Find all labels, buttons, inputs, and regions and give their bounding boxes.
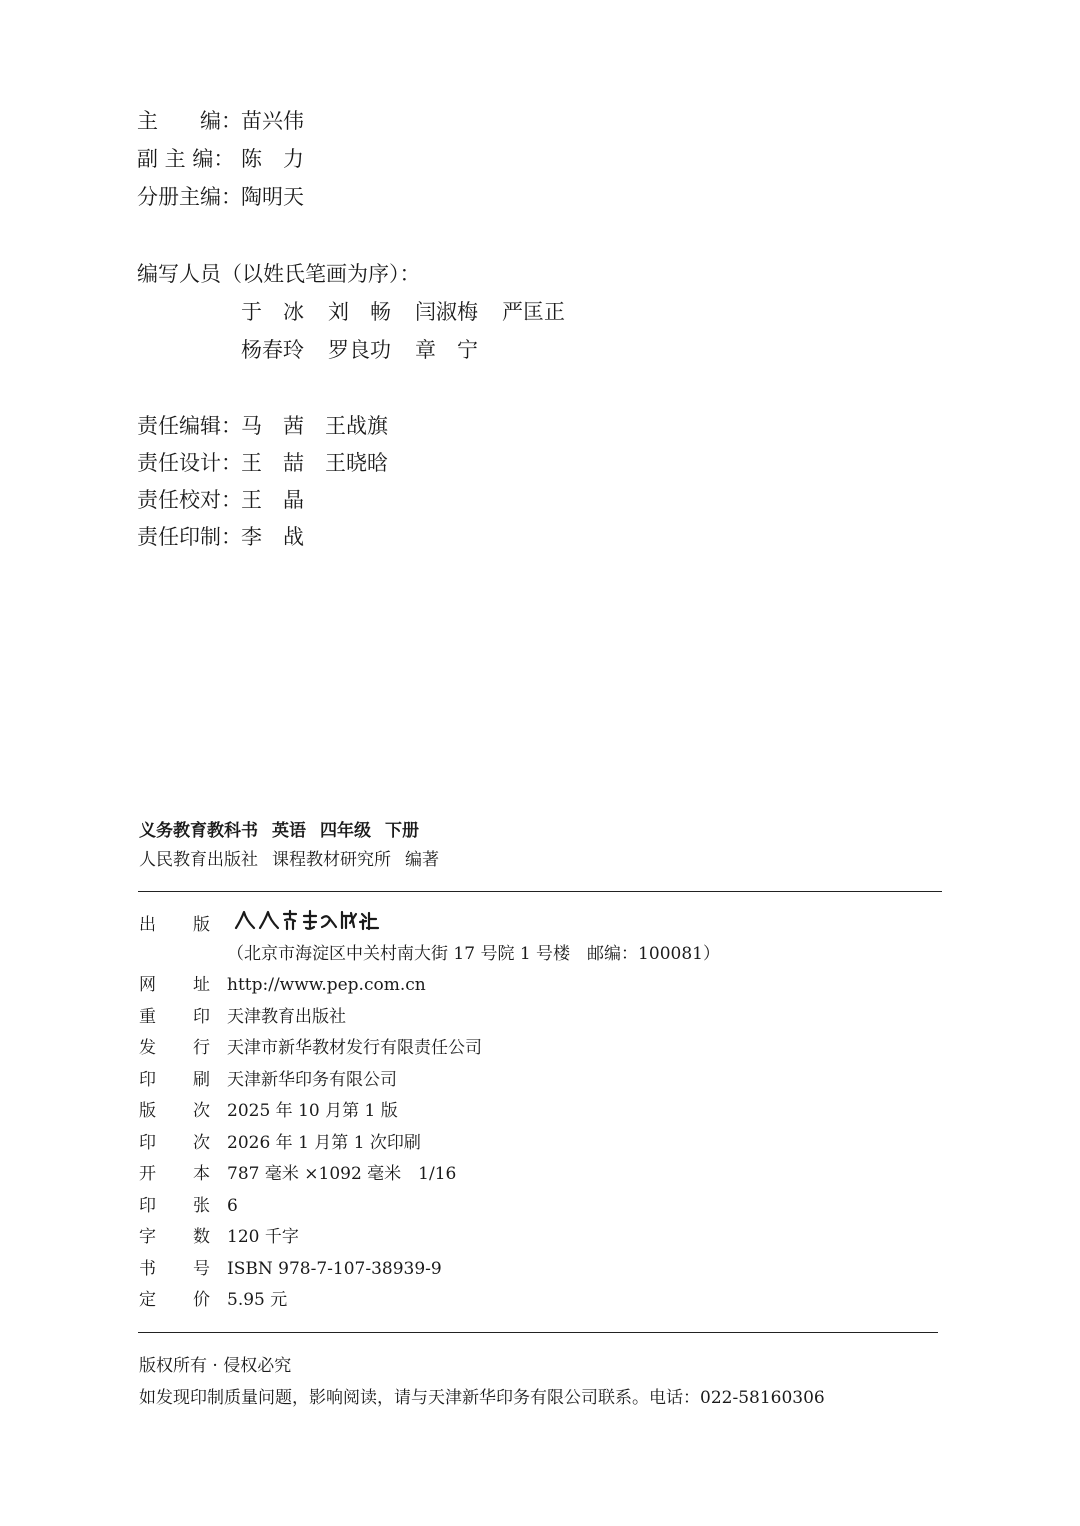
book-subject: 英语	[272, 821, 306, 841]
label-char: 张	[193, 1196, 210, 1216]
pub-row-address	[227, 939, 720, 970]
volume-editor-name: 陶明天	[241, 185, 304, 209]
book-institute: 课程教材研究所	[272, 850, 391, 870]
book-title	[139, 817, 433, 845]
label-char: 次	[193, 1101, 210, 1121]
deputy-editor-name: 陈 力	[241, 147, 304, 171]
writer-name: 于 冰	[241, 300, 304, 324]
label-char: 开	[139, 1164, 156, 1184]
resp-design-names: 王 喆 王晓晗	[241, 451, 388, 475]
writer-name: 杨春玲	[241, 338, 304, 362]
book-publisher: 人民教育出版社	[139, 850, 258, 870]
label-char: 数	[193, 1227, 210, 1247]
book-grade: 四年级	[320, 821, 371, 841]
label-char: 行	[193, 1038, 210, 1058]
impression-value: 2026 年 1 月第 1 次印刷	[227, 1133, 421, 1153]
label-char: 重	[139, 1007, 156, 1027]
resp-print-name: 李 战	[241, 525, 304, 549]
label-char: 印	[193, 1007, 210, 1027]
publisher-address: （北京市海淀区中关村南大街 17 号院 1 号楼 邮编：100081）	[227, 944, 720, 964]
writers-line-1	[241, 295, 589, 329]
edition-value: 2025 年 10 月第 1 版	[227, 1101, 398, 1121]
deputy-editor-row	[137, 142, 304, 176]
label-char: 刷	[193, 1070, 210, 1090]
book-authorship	[139, 846, 453, 874]
distribution-value: 天津市新华教材发行有限责任公司	[227, 1038, 482, 1058]
isbn-value: ISBN 978-7-107-38939-9	[227, 1259, 442, 1279]
label-char: 网	[139, 975, 156, 995]
publisher-logo	[232, 908, 382, 943]
label-char: 价	[193, 1290, 210, 1310]
resp-proof-label: 责任校对：	[137, 488, 242, 512]
pub-row-format	[139, 1159, 456, 1190]
book-volume: 下册	[385, 821, 419, 841]
sheets-value: 6	[227, 1196, 238, 1216]
resp-print-label: 责任印制：	[137, 525, 242, 549]
format-value: 787 毫米 ×1092 毫米 1/16	[227, 1164, 457, 1184]
writer-name: 罗良功	[328, 338, 391, 362]
label-char: 出	[139, 915, 156, 935]
label-char: 书	[139, 1259, 156, 1279]
label-char: 发	[139, 1038, 156, 1058]
label-char: 号	[193, 1259, 210, 1279]
label-char: 印	[139, 1196, 156, 1216]
label-char: 定	[139, 1290, 156, 1310]
pub-row-reprint	[139, 1002, 346, 1033]
label-char: 本	[193, 1164, 210, 1184]
chief-editor-name: 苗兴伟	[241, 109, 304, 133]
deputy-editor-label: 副 主 编：	[137, 147, 235, 171]
reprint-value: 天津教育出版社	[227, 1007, 346, 1027]
divider-top	[138, 891, 942, 892]
writers-line-2	[241, 333, 502, 367]
chief-editor-label: 主 编：	[137, 109, 242, 133]
chief-editor-row	[137, 104, 304, 138]
rights-reserved: 版权所有 · 侵权必究	[139, 1356, 292, 1376]
volume-editor-label: 分册主编：	[137, 185, 242, 209]
resp-print-row	[137, 520, 304, 554]
book-series: 义务教育教科书	[139, 821, 258, 841]
label-char: 印	[139, 1070, 156, 1090]
copyright-notice	[139, 1350, 825, 1414]
pub-row-distribution	[139, 1033, 482, 1064]
label-char: 址	[193, 975, 210, 995]
printing-value: 天津新华印务有限公司	[227, 1070, 397, 1090]
pub-row-edition	[139, 1096, 398, 1127]
pub-row-wordcount	[139, 1222, 299, 1253]
resp-editor-names: 马 茜 王战旗	[241, 414, 388, 438]
label-char: 印	[139, 1133, 156, 1153]
pub-row-publisher	[139, 908, 382, 939]
volume-editor-row	[137, 180, 304, 214]
resp-design-row	[137, 446, 388, 480]
pub-row-website	[139, 970, 426, 1001]
price-value: 5.95 元	[227, 1290, 288, 1310]
resp-design-label: 责任设计：	[137, 451, 242, 475]
wordcount-value: 120 千字	[227, 1227, 299, 1247]
writers-label: 编写人员（以姓氏笔画为序）：	[137, 262, 421, 286]
pub-row-sheets	[139, 1191, 238, 1222]
resp-proof-name: 王 晶	[241, 488, 304, 512]
label-char: 字	[139, 1227, 156, 1247]
label-char: 次	[193, 1133, 210, 1153]
book-role: 编著	[405, 850, 439, 870]
website-link[interactable]: http://www.pep.com.cn	[227, 975, 426, 995]
pub-row-price	[139, 1285, 287, 1316]
pub-row-impression	[139, 1128, 421, 1159]
divider-bottom	[138, 1332, 938, 1333]
resp-proof-row	[137, 483, 304, 517]
pub-row-printing	[139, 1065, 397, 1096]
writer-name: 严匡正	[502, 300, 565, 324]
writer-name: 闫淑梅	[415, 300, 478, 324]
pub-row-isbn	[139, 1254, 442, 1285]
resp-editor-row	[137, 409, 388, 443]
label-char: 版	[139, 1101, 156, 1121]
writer-name: 章 宁	[415, 338, 478, 362]
resp-editor-label: 责任编辑：	[137, 414, 242, 438]
quality-contact: 如发现印制质量问题，影响阅读，请与天津新华印务有限公司联系。电话：022-58160306	[139, 1388, 825, 1408]
label-char: 版	[193, 915, 210, 935]
writer-name: 刘 畅	[328, 300, 391, 324]
